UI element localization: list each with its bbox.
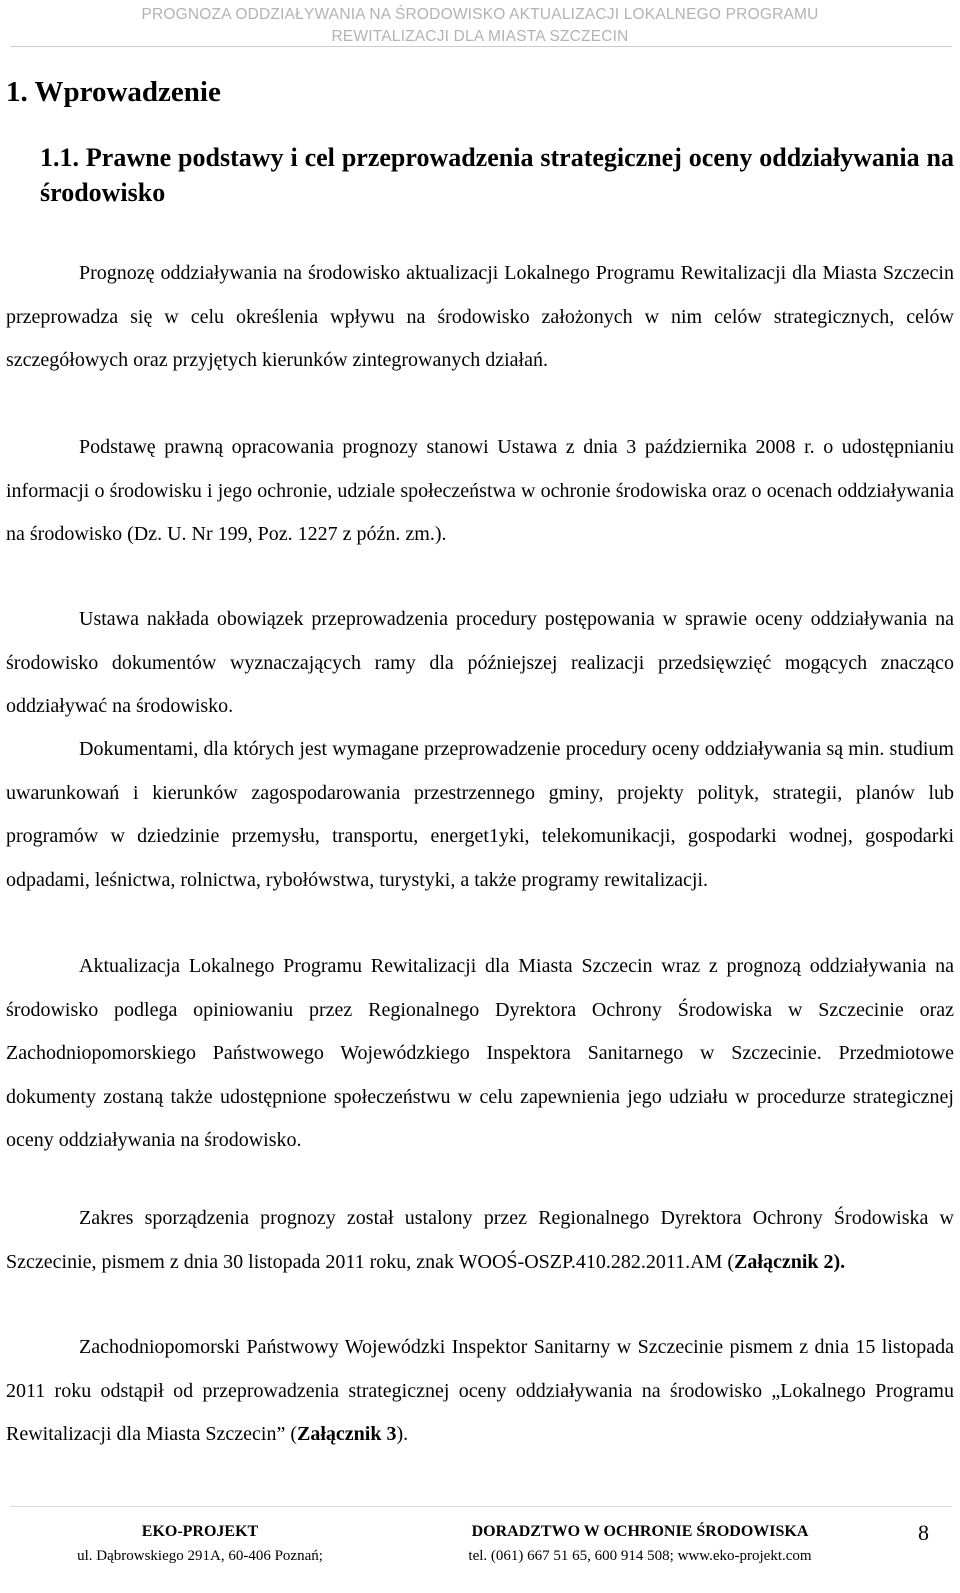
body-text-block bbox=[6, 1326, 954, 1457]
running-header bbox=[0, 4, 960, 48]
footer-contact-details: tel. (061) 667 51 65, 600 914 508; www.eko-projekt.com bbox=[468, 1548, 812, 1564]
paragraph: Prognozę oddziaływania na środowisko aktualizacji Lokalnego Programu Rewitalizacji dla Miasta Szczecin przeprowadza się w celu określenia wpływu na środowisko założonych w nim celów strategicznych, celów szczegółowych oraz przyjętych kierunków zintegrowanych działań. bbox=[6, 262, 954, 371]
header-line-2: REWITALIZACJI DLA MIASTA SZCZECIN bbox=[331, 28, 629, 45]
body-text-block bbox=[6, 426, 954, 557]
header-divider bbox=[10, 46, 952, 47]
paragraph: Dokumentami, dla których jest wymagane przeprowadzenie procedury oceny oddziaływania są min. studium uwarunkowań i kierunków zagospodarowania przestrzennego gminy, projekty polityk, strategii, planów lub programów w dziedzinie przemysłu, transportu, energet1yki, telekomunikacji, gospodarki wodnej, gospodarki odpadami, leśnictwa, rolnictwa, rybołówstwa, turystyki, a także programy rewitalizacji. bbox=[6, 738, 954, 891]
footer-divider bbox=[10, 1506, 952, 1507]
paragraph bbox=[6, 1197, 954, 1284]
paragraph: Podstawę prawną opracowania prognozy stanowi Ustawa z dnia 3 października 2008 r. o udostępnianiu informacji o środowisku i jego ochronie, udziale społeczeństwa w ochronie środowiska oraz o ocenach oddziaływania na środowisko (Dz. U. Nr 199, Poz. 1227 z późn. zm.). bbox=[6, 436, 954, 545]
attachment-reference: Załącznik 2). bbox=[734, 1250, 846, 1273]
body-text-block bbox=[6, 1197, 954, 1284]
paragraph-text: Zachodniopomorski Państwowy Wojewódzki Inspektor Sanitarny w Szczecinie pismem z dnia 15 listopada 2011 roku odstąpił od przeprowadzenia strategicznej oceny oddziaływania na środowisko „Lokalnego Programu Rewitalizacji dla Miasta Szczecin” ( bbox=[6, 1336, 954, 1445]
paragraph: Aktualizacja Lokalnego Programu Rewitalizacji dla Miasta Szczecin wraz z prognozą oddziaływania na środowisko podlega opiniowaniu przez Regionalnego Dyrektora Ochrony Środowiska w Szczecinie oraz Zachodniopomorskiego Państwowego Wojewódzkiego Inspektora Sanitarnego w Szczecinie. Przedmiotowe dokumenty zostaną także udostępnione społeczeństwu w celu zapewnienia jego udziału w procedurze strategicznej oceny oddziaływania na środowisko. bbox=[6, 955, 954, 1151]
footer-company bbox=[60, 1519, 340, 1569]
footer-company-address: ul. Dąbrowskiego 291A, 60-406 Poznań; bbox=[77, 1548, 323, 1564]
paragraph-end: ). bbox=[396, 1423, 409, 1445]
footer-company-name: EKO-PROJEKT bbox=[141, 1523, 259, 1540]
paragraph-text: Zakres sporządzenia prognozy został ustalony przez Regionalnego Dyrektora Ochrony Środowiska w Szczecinie, pismem z dnia 30 listopada 2011 roku, znak WOOŚ-OSZP.410.282.2011.AM ( bbox=[6, 1207, 954, 1273]
footer-service-name: DORADZTWO W OCHRONIE ŚRODOWISKA bbox=[471, 1523, 809, 1540]
footer-contact bbox=[420, 1519, 860, 1569]
section-heading: 1.1. Prawne podstawy i cel przeprowadzenia strategicznej oceny oddziaływania na środowisko bbox=[40, 143, 954, 207]
page-number: 8 bbox=[918, 1520, 929, 1545]
chapter-heading: 1. Wprowadzenie bbox=[6, 76, 221, 108]
paragraph: Ustawa nakłada obowiązek przeprowadzenia procedury postępowania w sprawie oceny oddziaływania na środowisko dokumentów wyznaczających ramy dla późniejszej realizacji przedsięwzięć mogących znacząco oddziaływać na środowisko. bbox=[6, 608, 954, 717]
body-text-block bbox=[6, 252, 954, 383]
body-text-block bbox=[6, 728, 954, 902]
body-text-block bbox=[6, 598, 954, 729]
body-text-block bbox=[6, 945, 954, 1163]
header-line-1: PROGNOZA ODDZIAŁYWANIA NA ŚRODOWISKO AKTUALIZACJI LOKALNEGO PROGRAMU bbox=[141, 6, 819, 23]
attachment-reference: Załącznik 3 bbox=[296, 1423, 397, 1445]
paragraph bbox=[6, 1326, 954, 1457]
